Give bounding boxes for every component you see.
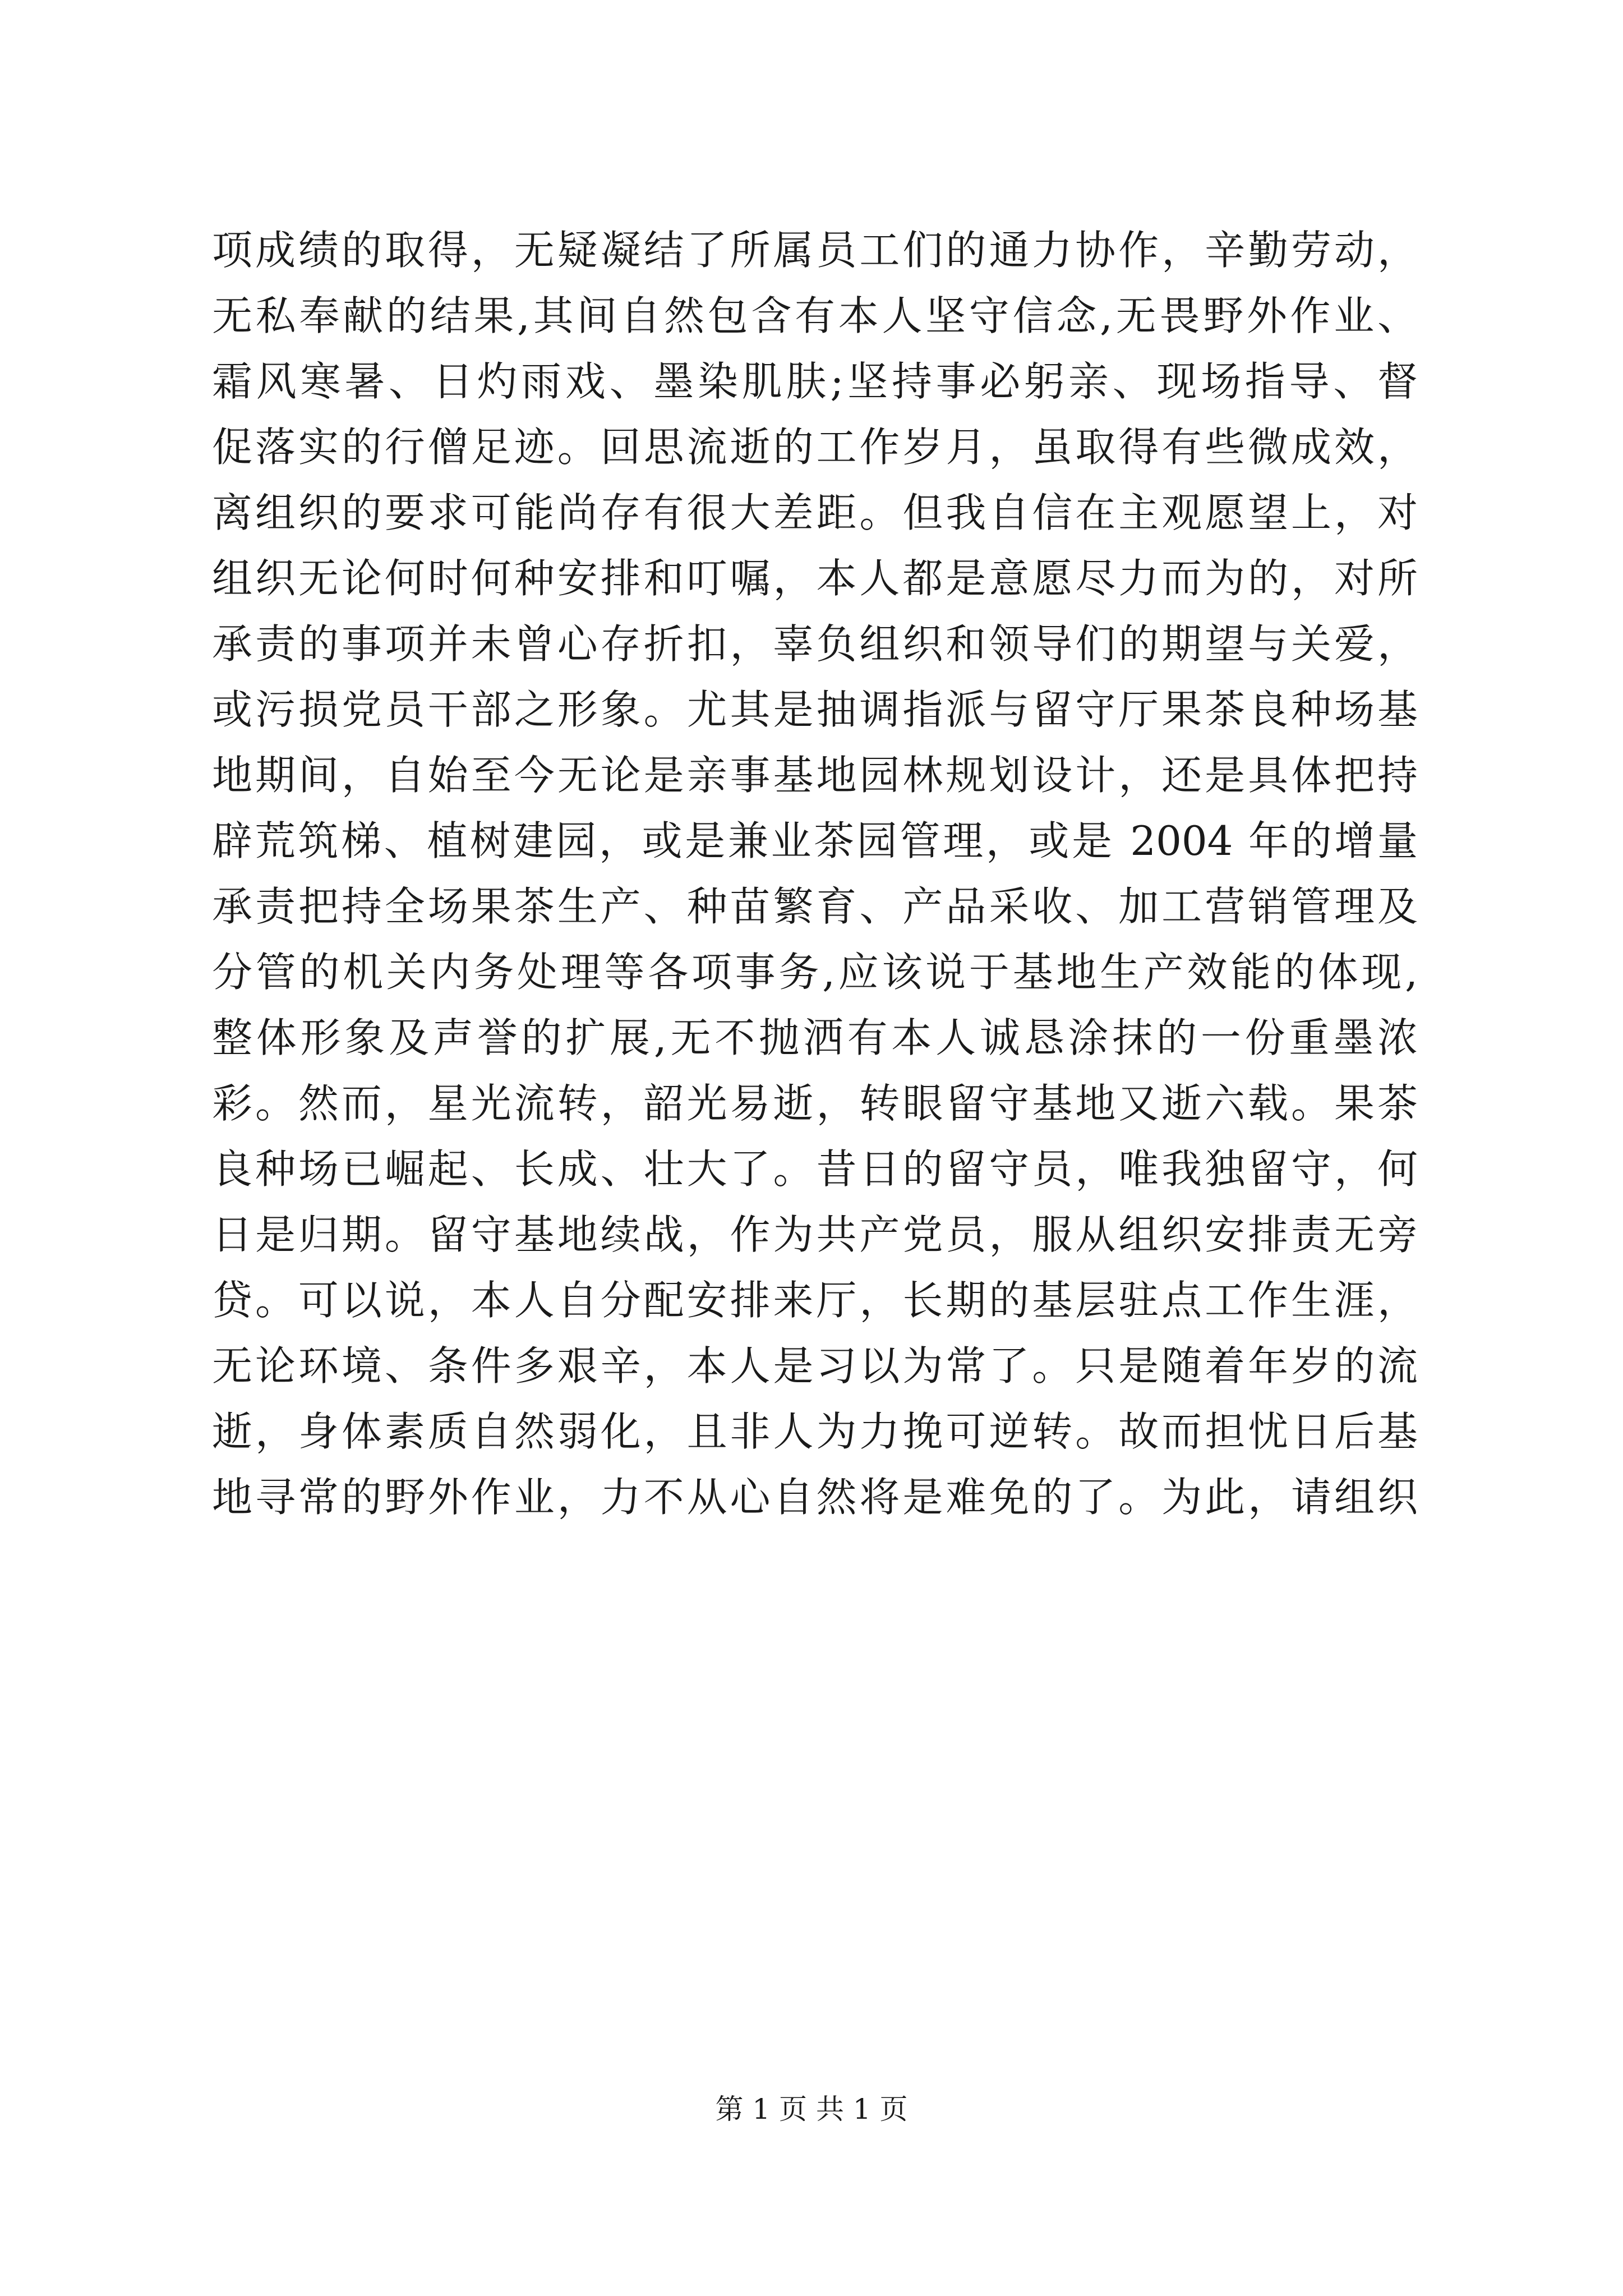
text-line: 地期间，自始至今无论是亲事基地园林规划设计，还是具体把持 [212, 752, 1418, 799]
text-line: 离组织的要求可能尚存有很大差距。但我自信在主观愿望上，对 [212, 489, 1418, 536]
text-line: 无私奉献的结果,其间自然包含有本人坚守信念,无畏野外作业、 [212, 292, 1418, 339]
text-line: 辟荒筑梯、植树建园，或是兼业茶园管理，或是 2004 年的增量 [212, 817, 1418, 864]
text-line: 彩。然而，星光流转，韶光易逝，转眼留守基地又逝六载。果茶 [212, 1080, 1418, 1127]
text-line: 霜风寒暑、日灼雨戏、墨染肌肤;坚持事必躬亲、现场指导、督 [212, 358, 1418, 405]
text-line: 承责的事项并未曾心存折扣，辜负组织和领导们的期望与关爱， [212, 620, 1418, 668]
text-line: 分管的机关内务处理等各项事务,应该说于基地生产效能的体现, [212, 949, 1418, 996]
text-line: 组织无论何时何种安排和叮嘱，本人都是意愿尽力而为的，对所 [212, 555, 1418, 602]
text-line: 日是归期。留守基地续战，作为共产党员，服从组织安排责无旁 [212, 1211, 1418, 1258]
page-footer [0, 2087, 1623, 2127]
text-line: 逝，身体素质自然弱化，且非人为力挽可逆转。故而担忧日后基 [212, 1408, 1418, 1455]
text-line: 或污损党员干部之形象。尤其是抽调指派与留守厅果茶良种场基 [212, 686, 1418, 733]
text-line: 贷。可以说，本人自分配安排来厅，长期的基层驻点工作生涯， [212, 1277, 1418, 1324]
text-line: 促落实的行僧足迹。回思流逝的工作岁月，虽取得有些微成效， [212, 424, 1418, 471]
text-line: 良种场已崛起、长成、壮大了。昔日的留守员，唯我独留守，何 [212, 1145, 1418, 1193]
text-line: 项成绩的取得，无疑凝结了所属员工们的通力协作，辛勤劳动， [212, 227, 1418, 274]
text-line: 无论环境、条件多艰辛，本人是习以为常了。只是随着年岁的流 [212, 1342, 1418, 1389]
text-line: 整体形象及声誉的扩展,无不抛洒有本人诚恳涂抹的一份重墨浓 [212, 1014, 1418, 1061]
text-line: 地寻常的野外作业，力不从心自然将是难免的了。为此，请组织 [212, 1474, 1418, 1521]
text-line: 承责把持全场果茶生产、种苗繁育、产品采收、加工营销管理及 [212, 883, 1418, 930]
page-number-label: 第 1 页 共 1 页 [715, 2093, 908, 2125]
body-text [212, 218, 1418, 1530]
